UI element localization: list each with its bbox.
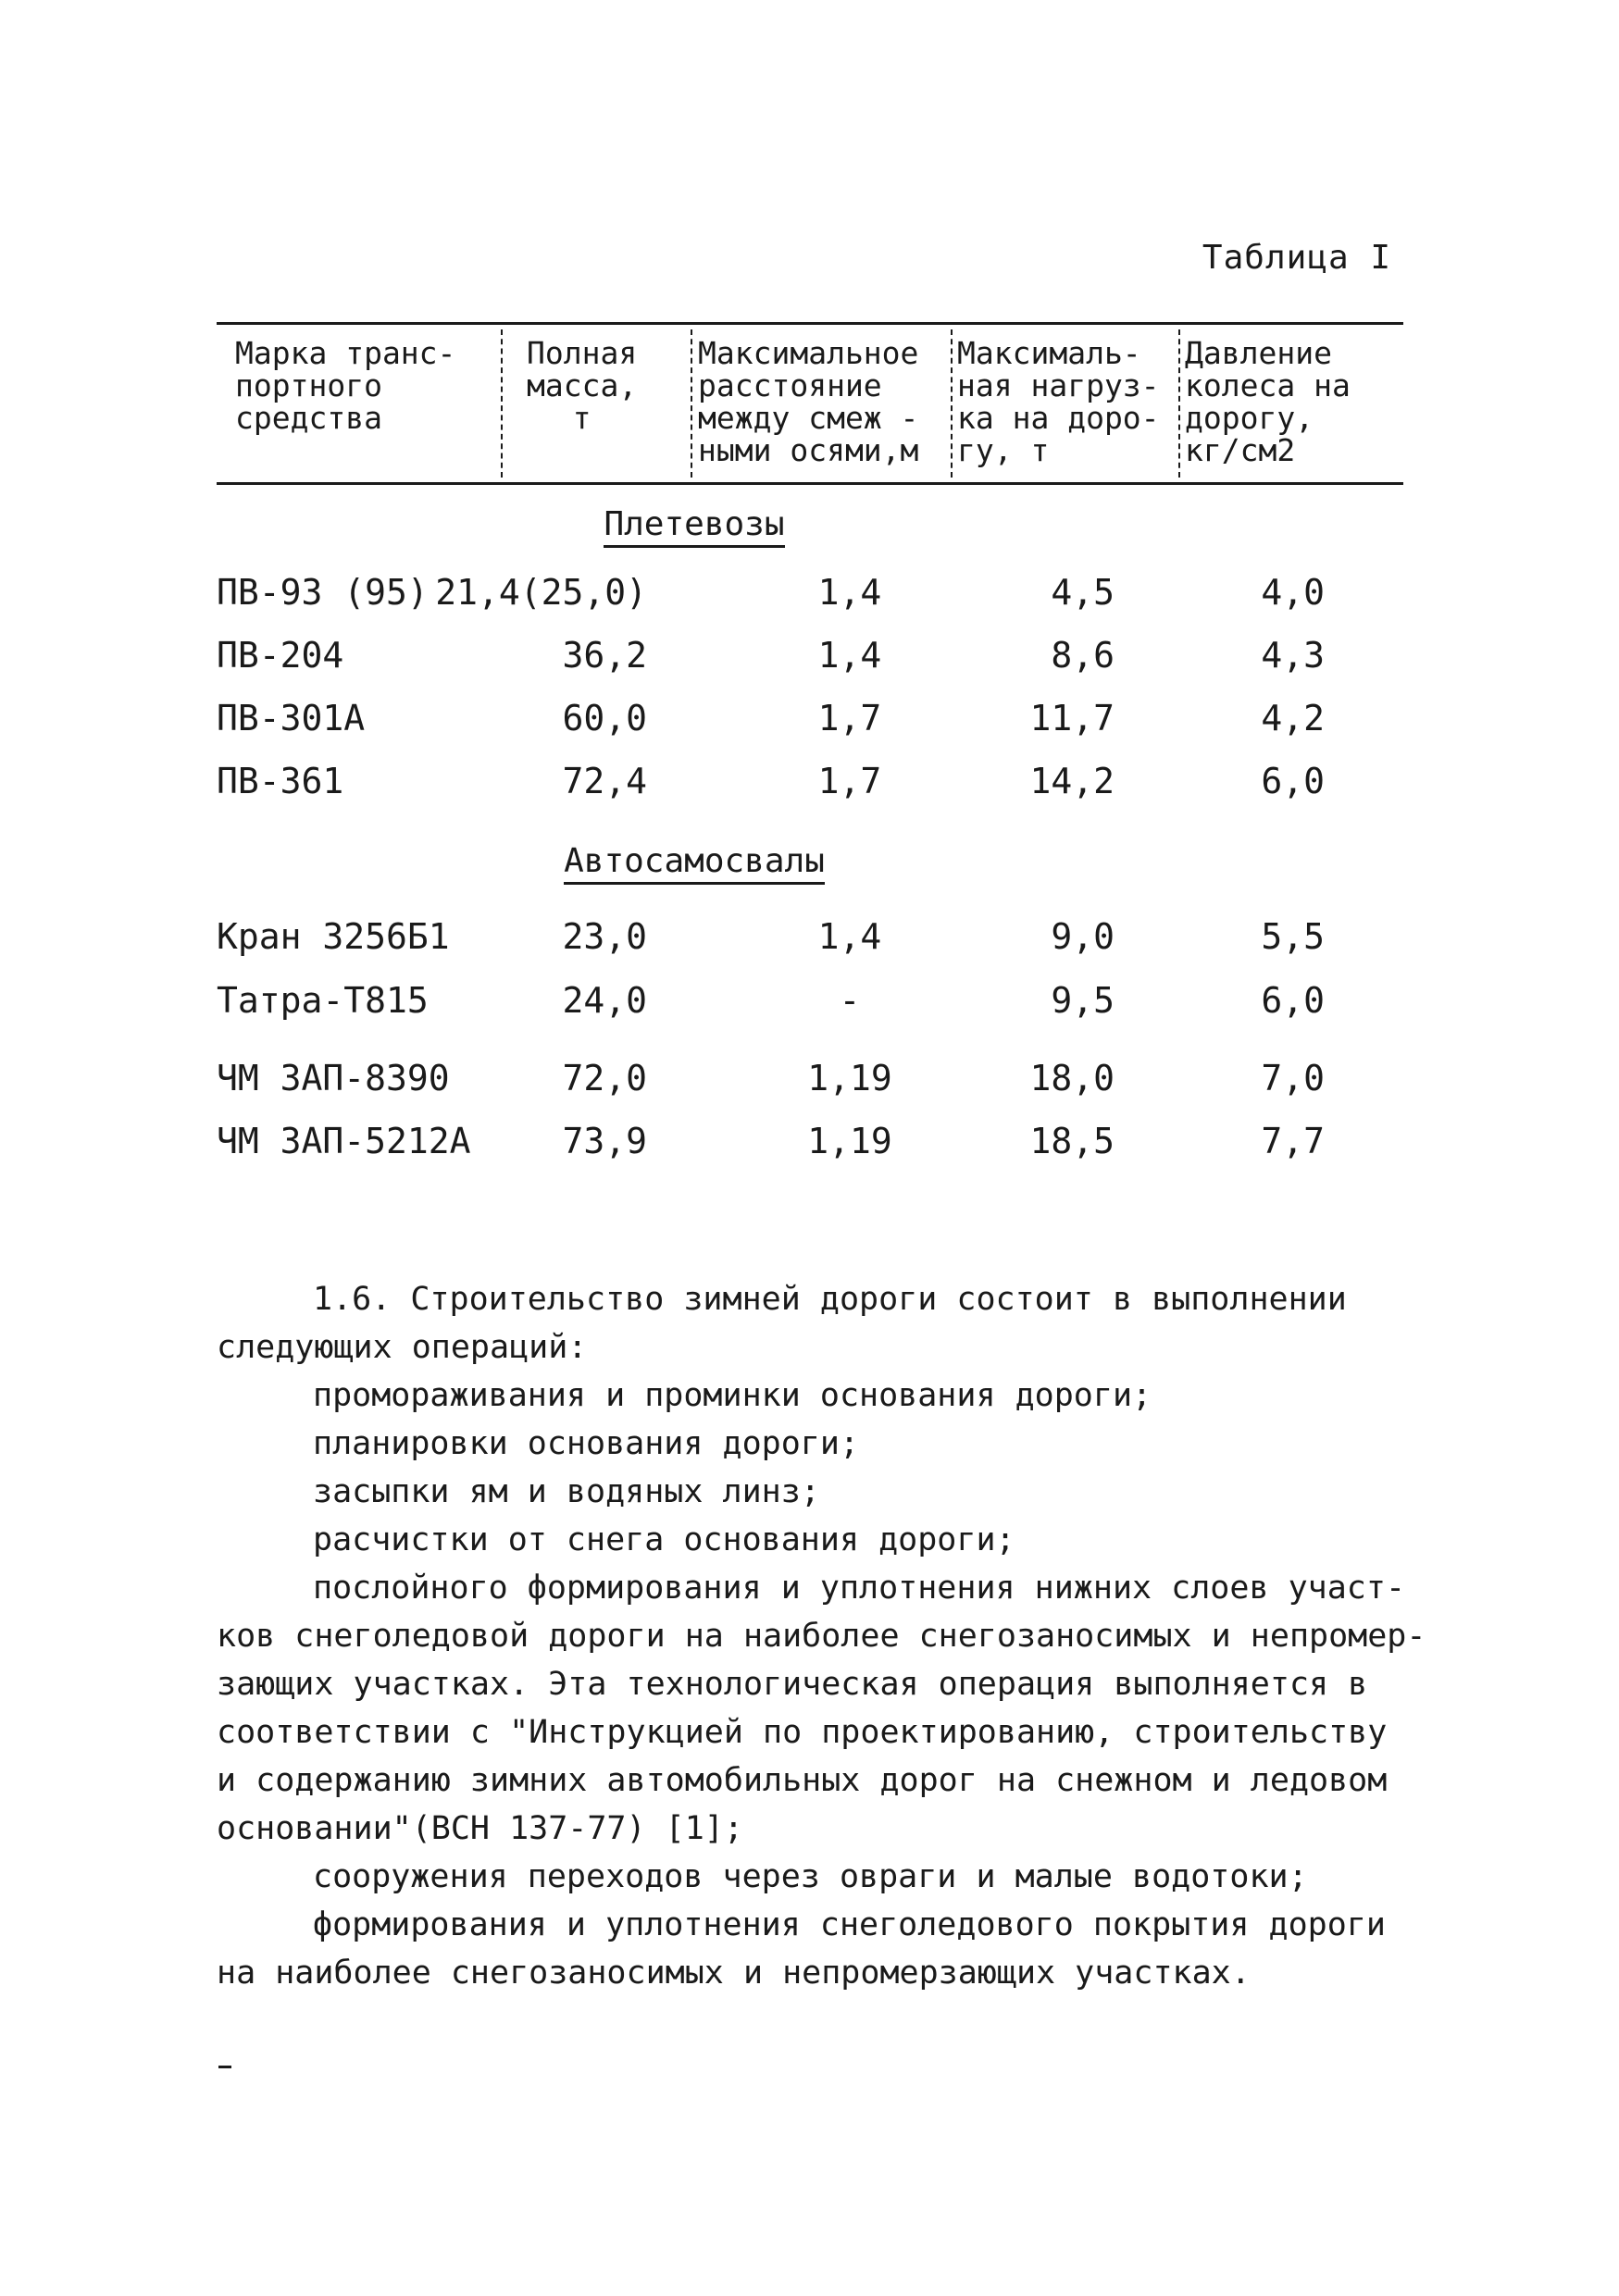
cell-pressure: 5,5 [1261, 916, 1325, 957]
header-max-load: Максималь- ная нагруз- ка на доро- гу, т [957, 335, 1160, 468]
cell-mass: 60,0 [562, 698, 647, 738]
cell-mass: 73,9 [562, 1121, 647, 1161]
table-row [0, 635, 1619, 679]
cell-max-load: 14,2 [1029, 761, 1115, 801]
cell-mass: 24,0 [562, 980, 647, 1021]
group-title-text: Плетевозы [604, 505, 784, 548]
paragraph-line: зающих участках. Эта технологическая операция выполняется в [217, 1666, 1368, 1703]
table-caption: Таблица I [1202, 239, 1391, 277]
header-wheel-pressure: Давление колеса на дорогу, кг/см2 [1185, 335, 1351, 468]
cell-brand: ЧМ ЗАП-8390 [217, 1058, 450, 1098]
cell-max-load: 18,0 [1029, 1058, 1115, 1098]
table-header-rule [217, 482, 1403, 485]
table-header [217, 329, 1403, 479]
cell-axle-distance: 1,19 [807, 1121, 892, 1161]
cell-brand: ЧМ ЗАП-5212А [217, 1121, 471, 1161]
page-mark [218, 2066, 231, 2068]
cell-mass: 36,2 [562, 635, 647, 676]
cell-brand: ПВ-301А [217, 698, 366, 738]
cell-brand: ПВ-361 [217, 761, 344, 801]
table-row [0, 698, 1619, 742]
header-vehicle-brand: Марка транс- портного средства [235, 335, 456, 436]
cell-axle-distance: 1,4 [817, 572, 882, 613]
header-separator [691, 329, 692, 478]
table-row [0, 1058, 1619, 1102]
group-title-pipe-carriers [217, 505, 1403, 543]
header-separator [501, 329, 503, 478]
cell-brand: ПВ-204 [217, 635, 344, 676]
paragraph-line: следующих операций: [217, 1329, 588, 1366]
cell-mass: 21,4(25,0) [435, 572, 647, 613]
cell-mass: 72,0 [562, 1058, 647, 1098]
cell-brand: Кран 3256Б1 [217, 916, 450, 957]
cell-pressure: 7,7 [1261, 1121, 1325, 1161]
paragraph-line: соответствии с "Инструкцией по проектированию, строительству [217, 1714, 1388, 1751]
table-row [0, 916, 1619, 961]
paragraph-line: на наиболее снегозаносимых и непромерзающих участках. [217, 1955, 1251, 1992]
cell-pressure: 6,0 [1261, 980, 1325, 1021]
paragraph-line: основании"(ВСН 137-77) [1]; [217, 1810, 743, 1847]
cell-max-load: 9,5 [1051, 980, 1115, 1021]
cell-axle-distance: 1,7 [817, 698, 882, 738]
list-item: промораживания и проминки основания дороги; [313, 1377, 1152, 1414]
table-row [0, 1121, 1619, 1165]
table-top-rule [217, 322, 1403, 325]
list-item: формирования и уплотнения снеголедового покрытия дороги [313, 1906, 1386, 1943]
group-title-text: Автосамосвалы [564, 842, 825, 885]
cell-max-load: 11,7 [1029, 698, 1115, 738]
table-row [0, 761, 1619, 805]
cell-mass: 23,0 [562, 916, 647, 957]
header-axle-distance: Максимальное расстояние между смеж - ными осями,м [698, 335, 919, 468]
paragraph-line: 1.6. Строительство зимней дороги состоит в выполнении [313, 1281, 1347, 1318]
cell-pressure: 7,0 [1261, 1058, 1325, 1098]
cell-pressure: 6,0 [1261, 761, 1325, 801]
header-separator [951, 329, 953, 478]
cell-axle-distance: 1,19 [807, 1058, 892, 1098]
cell-brand: ПВ-93 (95) [217, 572, 429, 613]
cell-brand: Татра-Т815 [217, 980, 429, 1021]
cell-max-load: 4,5 [1051, 572, 1115, 613]
paragraph-line: ков снеголедовой дороги на наиболее снегозаносимых и непромер- [217, 1618, 1426, 1655]
header-total-mass: Полная масса, т [527, 335, 638, 436]
list-item: планировки основания дороги; [313, 1425, 860, 1462]
list-item: расчистки от снега основания дороги; [313, 1521, 1015, 1558]
group-title-dump-trucks [217, 842, 1403, 880]
cell-max-load: 18,5 [1029, 1121, 1115, 1161]
paragraph-line: и содержанию зимних автомобильных дорог на снежном и ледовом [217, 1762, 1388, 1799]
cell-pressure: 4,2 [1261, 698, 1325, 738]
cell-mass: 72,4 [562, 761, 647, 801]
cell-max-load: 9,0 [1051, 916, 1115, 957]
table-row [0, 572, 1619, 616]
header-separator [1178, 329, 1180, 478]
cell-pressure: 4,3 [1261, 635, 1325, 676]
cell-max-load: 8,6 [1051, 635, 1115, 676]
list-item: послойного формирования и уплотнения нижних слоев участ- [313, 1570, 1406, 1607]
cell-axle-distance: 1,4 [817, 916, 882, 957]
list-item: сооружения переходов через овраги и малые водотоки; [313, 1858, 1308, 1895]
table-row [0, 980, 1619, 1024]
list-item: засыпки ям и водяных линз; [313, 1473, 820, 1510]
cell-axle-distance: 1,4 [817, 635, 882, 676]
cell-axle-distance: 1,7 [817, 761, 882, 801]
cell-pressure: 4,0 [1261, 572, 1325, 613]
cell-axle-distance: - [839, 980, 861, 1021]
